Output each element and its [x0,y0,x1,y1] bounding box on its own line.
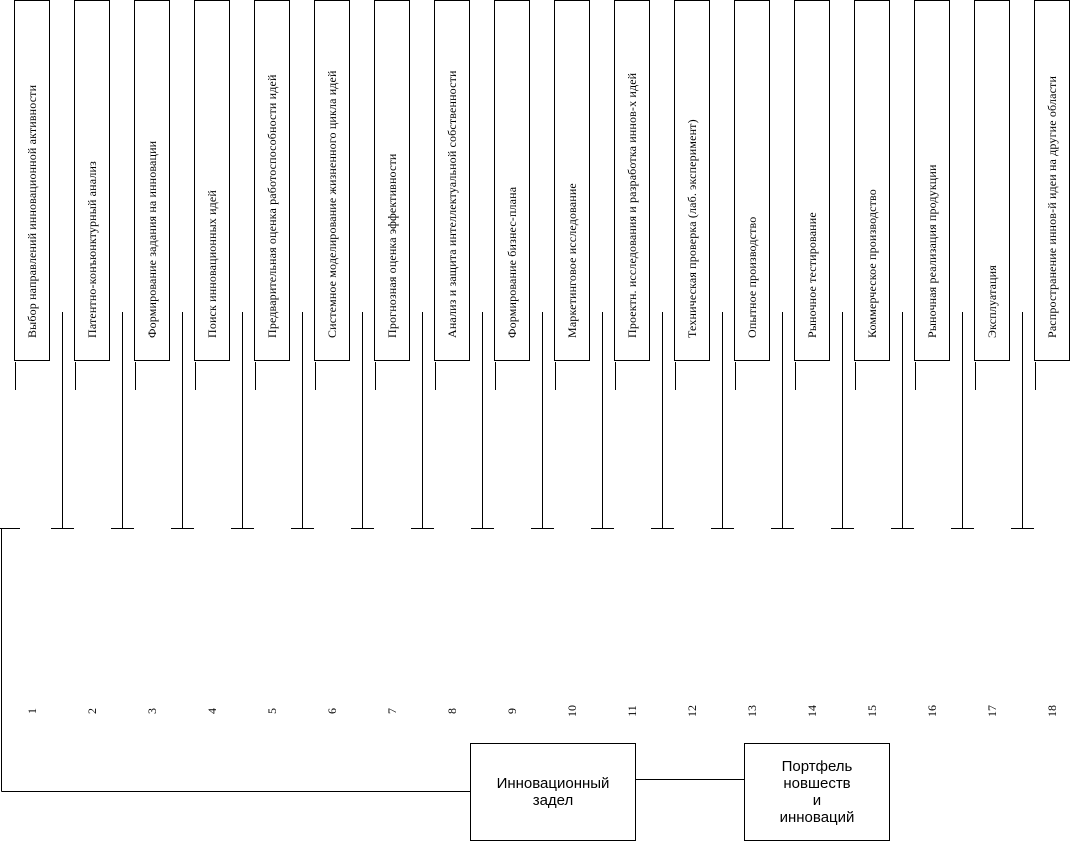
stage-label: Опытное производство [745,216,759,338]
stage-box-1 [14,0,50,361]
stage-label: Поиск инновационных идей [205,190,219,338]
stage-label: Формирование задания на инновации [145,140,159,338]
stage-box-13 [734,0,770,361]
stage-number [22,705,42,717]
innovation-portfolio-label: Портфель новшеств и инноваций [779,758,855,826]
stage-number-text: 1 [25,708,39,714]
stage-number-text: 16 [925,705,939,717]
stage-number [1042,705,1062,717]
stage-number-text: 12 [685,705,699,717]
stage-label: Проектн. исследования и разработка иннов-х идей [625,72,639,338]
stage-box-16 [914,0,950,361]
stage-box-8 [434,0,470,361]
stage-label: Формирование бизнес-плана [505,186,519,338]
stage-number [982,705,1002,717]
stage-number-text: 18 [1045,705,1059,717]
stage-box-6 [314,0,350,361]
stage-number-text: 3 [145,708,159,714]
stage-number-text: 10 [565,705,579,717]
stage-number-text: 4 [205,708,219,714]
innovation-portfolio-box [744,743,890,841]
stage-number [802,705,822,717]
stage-number [622,705,642,717]
stage-box-9 [494,0,530,361]
innovation-backlog-box [470,743,636,841]
stage-number [442,705,462,717]
stage-box-15 [854,0,890,361]
stage-number [922,705,942,717]
stage-number-text: 15 [865,705,879,717]
stage-number-text: 7 [385,708,399,714]
stage-label: Маркетинговое исследование [565,183,579,338]
stage-label: Прогнозная оценка эффективности [385,153,399,338]
stage-label: Патентно-конъюнктурный анализ [85,161,99,338]
stage-label: Эксплуатация [985,265,999,338]
stage-box-3 [134,0,170,361]
stage-number [682,705,702,717]
stage-box-14 [794,0,830,361]
stage-number [322,705,342,717]
stage-box-4 [194,0,230,361]
stage-label: Коммерческое производство [865,189,879,338]
stage-number-text: 17 [985,705,999,717]
stage-label: Предварительная оценка работоспособности идей [265,74,279,338]
stage-label: Выбор направлений инновационной активности [25,84,39,338]
stage-box-10 [554,0,590,361]
stage-box-11 [614,0,650,361]
stage-label: Распространение иннов-й идеи на другие области [1045,75,1059,338]
innovation-backlog-label: Инновационный задел [496,775,610,809]
stage-number-text: 6 [325,708,339,714]
stage-label: Рыночное тестирование [805,212,819,338]
stage-number [862,705,882,717]
stage-number-text: 14 [805,705,819,717]
stage-number [262,705,282,717]
stage-number [202,705,222,717]
stage-box-7 [374,0,410,361]
stage-number-text: 13 [745,705,759,717]
stage-box-2 [74,0,110,361]
stage-label: Системное моделирование жизненного цикла идей [325,70,339,338]
stage-box-18 [1034,0,1070,361]
stage-number [382,705,402,717]
stage-number-text: 2 [85,708,99,714]
stage-label: Анализ и защита интеллектуальной собственности [445,70,459,338]
stage-number-text: 8 [445,708,459,714]
stage-box-5 [254,0,290,361]
stage-label: Техническая проверка (лаб. эксперимент) [685,119,699,338]
stage-label: Рыночная реализация продукции [925,164,939,338]
stage-number-text: 9 [505,708,519,714]
stage-number [142,705,162,717]
stage-number [742,705,762,717]
stage-number-text: 5 [265,708,279,714]
stage-number [502,705,522,717]
stage-box-12 [674,0,710,361]
stage-number [82,705,102,717]
stage-box-17 [974,0,1010,361]
stage-number-text: 11 [625,705,639,717]
stage-number [562,705,582,717]
